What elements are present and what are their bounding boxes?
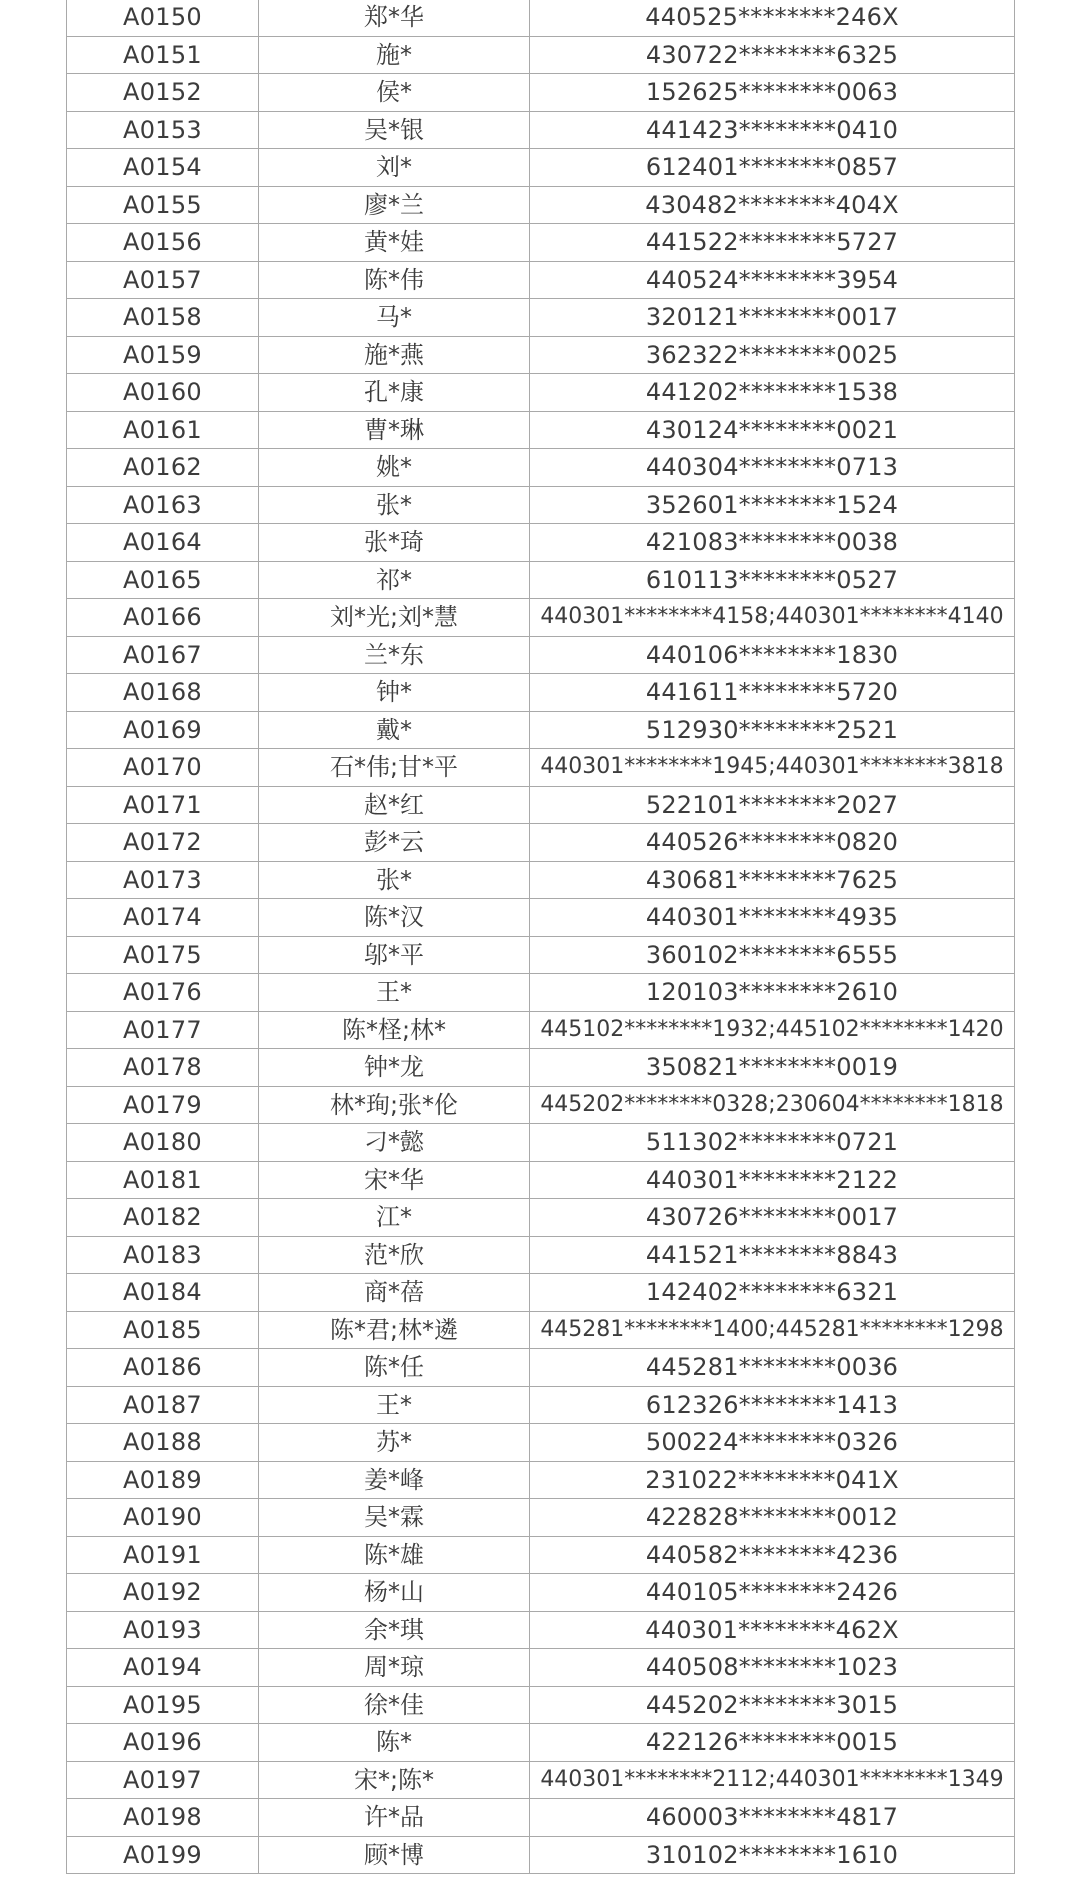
serial-number-cell: A0150 bbox=[67, 0, 259, 36]
table-row bbox=[67, 1799, 1015, 1837]
name-cell: 周*琼 bbox=[259, 1649, 530, 1687]
serial-number-cell: A0186 bbox=[67, 1349, 259, 1387]
table-row bbox=[67, 1649, 1015, 1687]
serial-number-cell: A0160 bbox=[67, 374, 259, 412]
table-row bbox=[67, 1236, 1015, 1274]
id-card-number-cell: 440525********246X bbox=[530, 0, 1015, 36]
table-row bbox=[67, 524, 1015, 562]
table-row bbox=[67, 299, 1015, 337]
table-row bbox=[67, 1761, 1015, 1799]
serial-number-cell: A0193 bbox=[67, 1611, 259, 1649]
name-cell: 吴*银 bbox=[259, 111, 530, 149]
table-row bbox=[67, 861, 1015, 899]
id-card-number-cell: 612401********0857 bbox=[530, 149, 1015, 187]
name-cell: 张* bbox=[259, 486, 530, 524]
table-row bbox=[67, 1349, 1015, 1387]
id-card-number-cell: 612326********1413 bbox=[530, 1386, 1015, 1424]
table-row bbox=[67, 186, 1015, 224]
id-card-number-cell: 362322********0025 bbox=[530, 336, 1015, 374]
table-row bbox=[67, 674, 1015, 712]
id-card-number-cell: 360102********6555 bbox=[530, 936, 1015, 974]
id-card-number-cell: 440508********1023 bbox=[530, 1649, 1015, 1687]
id-card-number-cell: 440304********0713 bbox=[530, 449, 1015, 487]
name-cell: 姚* bbox=[259, 449, 530, 487]
table-row bbox=[67, 36, 1015, 74]
serial-number-cell: A0194 bbox=[67, 1649, 259, 1687]
id-card-number-cell: 350821********0019 bbox=[530, 1049, 1015, 1087]
name-cell: 廖*兰 bbox=[259, 186, 530, 224]
id-card-number-cell: 440301********4158;440301********4140 bbox=[530, 599, 1015, 637]
table-row bbox=[67, 899, 1015, 937]
table-row bbox=[67, 711, 1015, 749]
table-row bbox=[67, 1574, 1015, 1612]
id-card-number-cell: 430124********0021 bbox=[530, 411, 1015, 449]
serial-number-cell: A0151 bbox=[67, 36, 259, 74]
name-cell: 祁* bbox=[259, 561, 530, 599]
serial-number-cell: A0181 bbox=[67, 1161, 259, 1199]
id-card-number-cell: 421083********0038 bbox=[530, 524, 1015, 562]
name-cell: 姜*峰 bbox=[259, 1461, 530, 1499]
table-row bbox=[67, 786, 1015, 824]
table-row bbox=[67, 336, 1015, 374]
name-cell: 陈*柽;林* bbox=[259, 1011, 530, 1049]
id-card-number-cell: 430726********0017 bbox=[530, 1199, 1015, 1237]
id-card-number-cell: 500224********0326 bbox=[530, 1424, 1015, 1462]
name-cell: 侯* bbox=[259, 74, 530, 112]
id-card-number-cell: 610113********0527 bbox=[530, 561, 1015, 599]
table-row bbox=[67, 1124, 1015, 1162]
name-cell: 杨*山 bbox=[259, 1574, 530, 1612]
name-cell: 陈*伟 bbox=[259, 261, 530, 299]
table-row bbox=[67, 224, 1015, 262]
name-cell: 陈*君;林*遴 bbox=[259, 1311, 530, 1349]
name-cell: 林*珣;张*伦 bbox=[259, 1086, 530, 1124]
id-card-number-cell: 152625********0063 bbox=[530, 74, 1015, 112]
table-row bbox=[67, 1011, 1015, 1049]
id-card-number-cell: 440301********1945;440301********3818 bbox=[530, 749, 1015, 787]
name-cell: 赵*红 bbox=[259, 786, 530, 824]
id-card-number-cell: 120103********2610 bbox=[530, 974, 1015, 1012]
table-row bbox=[67, 449, 1015, 487]
serial-number-cell: A0173 bbox=[67, 861, 259, 899]
table-row bbox=[67, 149, 1015, 187]
serial-number-cell: A0187 bbox=[67, 1386, 259, 1424]
serial-number-cell: A0176 bbox=[67, 974, 259, 1012]
id-card-number-cell: 440105********2426 bbox=[530, 1574, 1015, 1612]
name-cell: 陈* bbox=[259, 1724, 530, 1762]
table-row bbox=[67, 1086, 1015, 1124]
name-cell: 苏* bbox=[259, 1424, 530, 1462]
id-card-number-cell: 512930********2521 bbox=[530, 711, 1015, 749]
id-card-number-cell: 320121********0017 bbox=[530, 299, 1015, 337]
name-cell: 钟*龙 bbox=[259, 1049, 530, 1087]
table-row bbox=[67, 936, 1015, 974]
table-row bbox=[67, 374, 1015, 412]
serial-number-cell: A0157 bbox=[67, 261, 259, 299]
id-card-number-cell: 231022********041X bbox=[530, 1461, 1015, 1499]
name-cell: 马* bbox=[259, 299, 530, 337]
table-row bbox=[67, 1836, 1015, 1874]
id-card-number-cell: 441423********0410 bbox=[530, 111, 1015, 149]
name-cell: 张* bbox=[259, 861, 530, 899]
table-row bbox=[67, 1686, 1015, 1724]
table-row bbox=[67, 974, 1015, 1012]
id-card-number-cell: 511302********0721 bbox=[530, 1124, 1015, 1162]
id-card-number-cell: 445102********1932;445102********1420 bbox=[530, 1011, 1015, 1049]
id-card-number-cell: 440582********4236 bbox=[530, 1536, 1015, 1574]
table-row bbox=[67, 1386, 1015, 1424]
table-row bbox=[67, 1424, 1015, 1462]
id-card-number-cell: 440301********2122 bbox=[530, 1161, 1015, 1199]
table-row bbox=[67, 0, 1015, 36]
name-cell: 许*品 bbox=[259, 1799, 530, 1837]
table-row bbox=[67, 74, 1015, 112]
table-row bbox=[67, 636, 1015, 674]
serial-number-cell: A0180 bbox=[67, 1124, 259, 1162]
id-card-number-cell: 441611********5720 bbox=[530, 674, 1015, 712]
serial-number-cell: A0169 bbox=[67, 711, 259, 749]
table-row bbox=[67, 1049, 1015, 1087]
serial-number-cell: A0199 bbox=[67, 1836, 259, 1874]
name-cell: 王* bbox=[259, 974, 530, 1012]
applicant-table bbox=[66, 0, 1015, 1874]
id-card-number-cell: 440301********462X bbox=[530, 1611, 1015, 1649]
table-row bbox=[67, 1611, 1015, 1649]
serial-number-cell: A0161 bbox=[67, 411, 259, 449]
id-card-number-cell: 441202********1538 bbox=[530, 374, 1015, 412]
serial-number-cell: A0164 bbox=[67, 524, 259, 562]
id-card-number-cell: 460003********4817 bbox=[530, 1799, 1015, 1837]
table-row bbox=[67, 411, 1015, 449]
name-cell: 王* bbox=[259, 1386, 530, 1424]
id-card-number-cell: 440526********0820 bbox=[530, 824, 1015, 862]
name-cell: 黄*娃 bbox=[259, 224, 530, 262]
id-card-number-cell: 430681********7625 bbox=[530, 861, 1015, 899]
name-cell: 钟* bbox=[259, 674, 530, 712]
table-row bbox=[67, 1461, 1015, 1499]
serial-number-cell: A0184 bbox=[67, 1274, 259, 1312]
serial-number-cell: A0163 bbox=[67, 486, 259, 524]
serial-number-cell: A0192 bbox=[67, 1574, 259, 1612]
name-cell: 范*欣 bbox=[259, 1236, 530, 1274]
name-cell: 戴* bbox=[259, 711, 530, 749]
id-card-number-cell: 310102********1610 bbox=[530, 1836, 1015, 1874]
id-card-number-cell: 352601********1524 bbox=[530, 486, 1015, 524]
serial-number-cell: A0172 bbox=[67, 824, 259, 862]
id-card-number-cell: 445202********3015 bbox=[530, 1686, 1015, 1724]
name-cell: 石*伟;甘*平 bbox=[259, 749, 530, 787]
name-cell: 江* bbox=[259, 1199, 530, 1237]
serial-number-cell: A0153 bbox=[67, 111, 259, 149]
id-card-number-cell: 430482********404X bbox=[530, 186, 1015, 224]
serial-number-cell: A0166 bbox=[67, 599, 259, 637]
serial-number-cell: A0177 bbox=[67, 1011, 259, 1049]
id-card-number-cell: 440524********3954 bbox=[530, 261, 1015, 299]
table-row bbox=[67, 1499, 1015, 1537]
name-cell: 刁*懿 bbox=[259, 1124, 530, 1162]
table-row bbox=[67, 1199, 1015, 1237]
name-cell: 兰*东 bbox=[259, 636, 530, 674]
table-row bbox=[67, 1161, 1015, 1199]
serial-number-cell: A0154 bbox=[67, 149, 259, 187]
applicant-table-body bbox=[67, 0, 1015, 1874]
name-cell: 宋*华 bbox=[259, 1161, 530, 1199]
serial-number-cell: A0178 bbox=[67, 1049, 259, 1087]
serial-number-cell: A0168 bbox=[67, 674, 259, 712]
name-cell: 商*蓓 bbox=[259, 1274, 530, 1312]
serial-number-cell: A0198 bbox=[67, 1799, 259, 1837]
serial-number-cell: A0196 bbox=[67, 1724, 259, 1762]
serial-number-cell: A0179 bbox=[67, 1086, 259, 1124]
id-card-number-cell: 522101********2027 bbox=[530, 786, 1015, 824]
serial-number-cell: A0156 bbox=[67, 224, 259, 262]
id-card-number-cell: 422126********0015 bbox=[530, 1724, 1015, 1762]
table-row bbox=[67, 1536, 1015, 1574]
name-cell: 顾*博 bbox=[259, 1836, 530, 1874]
table-row bbox=[67, 824, 1015, 862]
serial-number-cell: A0171 bbox=[67, 786, 259, 824]
table-row bbox=[67, 261, 1015, 299]
table-row bbox=[67, 1274, 1015, 1312]
serial-number-cell: A0155 bbox=[67, 186, 259, 224]
name-cell: 张*琦 bbox=[259, 524, 530, 562]
serial-number-cell: A0158 bbox=[67, 299, 259, 337]
name-cell: 陈*雄 bbox=[259, 1536, 530, 1574]
table-row bbox=[67, 561, 1015, 599]
serial-number-cell: A0190 bbox=[67, 1499, 259, 1537]
name-cell: 宋*;陈* bbox=[259, 1761, 530, 1799]
id-card-number-cell: 445281********1400;445281********1298 bbox=[530, 1311, 1015, 1349]
id-card-number-cell: 440301********2112;440301********1349 bbox=[530, 1761, 1015, 1799]
serial-number-cell: A0152 bbox=[67, 74, 259, 112]
serial-number-cell: A0189 bbox=[67, 1461, 259, 1499]
name-cell: 曹*琳 bbox=[259, 411, 530, 449]
id-card-number-cell: 430722********6325 bbox=[530, 36, 1015, 74]
serial-number-cell: A0197 bbox=[67, 1761, 259, 1799]
name-cell: 施* bbox=[259, 36, 530, 74]
serial-number-cell: A0174 bbox=[67, 899, 259, 937]
table-row bbox=[67, 111, 1015, 149]
id-card-number-cell: 445281********0036 bbox=[530, 1349, 1015, 1387]
serial-number-cell: A0162 bbox=[67, 449, 259, 487]
serial-number-cell: A0159 bbox=[67, 336, 259, 374]
serial-number-cell: A0182 bbox=[67, 1199, 259, 1237]
name-cell: 余*琪 bbox=[259, 1611, 530, 1649]
name-cell: 刘* bbox=[259, 149, 530, 187]
serial-number-cell: A0175 bbox=[67, 936, 259, 974]
serial-number-cell: A0183 bbox=[67, 1236, 259, 1274]
name-cell: 邬*平 bbox=[259, 936, 530, 974]
serial-number-cell: A0165 bbox=[67, 561, 259, 599]
serial-number-cell: A0191 bbox=[67, 1536, 259, 1574]
name-cell: 施*燕 bbox=[259, 336, 530, 374]
id-card-number-cell: 441522********5727 bbox=[530, 224, 1015, 262]
name-cell: 陈*任 bbox=[259, 1349, 530, 1387]
name-cell: 刘*光;刘*慧 bbox=[259, 599, 530, 637]
id-card-number-cell: 440301********4935 bbox=[530, 899, 1015, 937]
id-card-number-cell: 440106********1830 bbox=[530, 636, 1015, 674]
id-card-number-cell: 441521********8843 bbox=[530, 1236, 1015, 1274]
serial-number-cell: A0170 bbox=[67, 749, 259, 787]
serial-number-cell: A0167 bbox=[67, 636, 259, 674]
serial-number-cell: A0188 bbox=[67, 1424, 259, 1462]
name-cell: 孔*康 bbox=[259, 374, 530, 412]
id-card-number-cell: 142402********6321 bbox=[530, 1274, 1015, 1312]
name-cell: 徐*佳 bbox=[259, 1686, 530, 1724]
serial-number-cell: A0195 bbox=[67, 1686, 259, 1724]
name-cell: 吴*霖 bbox=[259, 1499, 530, 1537]
table-row bbox=[67, 749, 1015, 787]
name-cell: 郑*华 bbox=[259, 0, 530, 36]
serial-number-cell: A0185 bbox=[67, 1311, 259, 1349]
table-row bbox=[67, 486, 1015, 524]
table-row bbox=[67, 599, 1015, 637]
table-row bbox=[67, 1724, 1015, 1762]
id-card-number-cell: 445202********0328;230604********1818 bbox=[530, 1086, 1015, 1124]
table-row bbox=[67, 1311, 1015, 1349]
name-cell: 彭*云 bbox=[259, 824, 530, 862]
name-cell: 陈*汉 bbox=[259, 899, 530, 937]
id-card-number-cell: 422828********0012 bbox=[530, 1499, 1015, 1537]
